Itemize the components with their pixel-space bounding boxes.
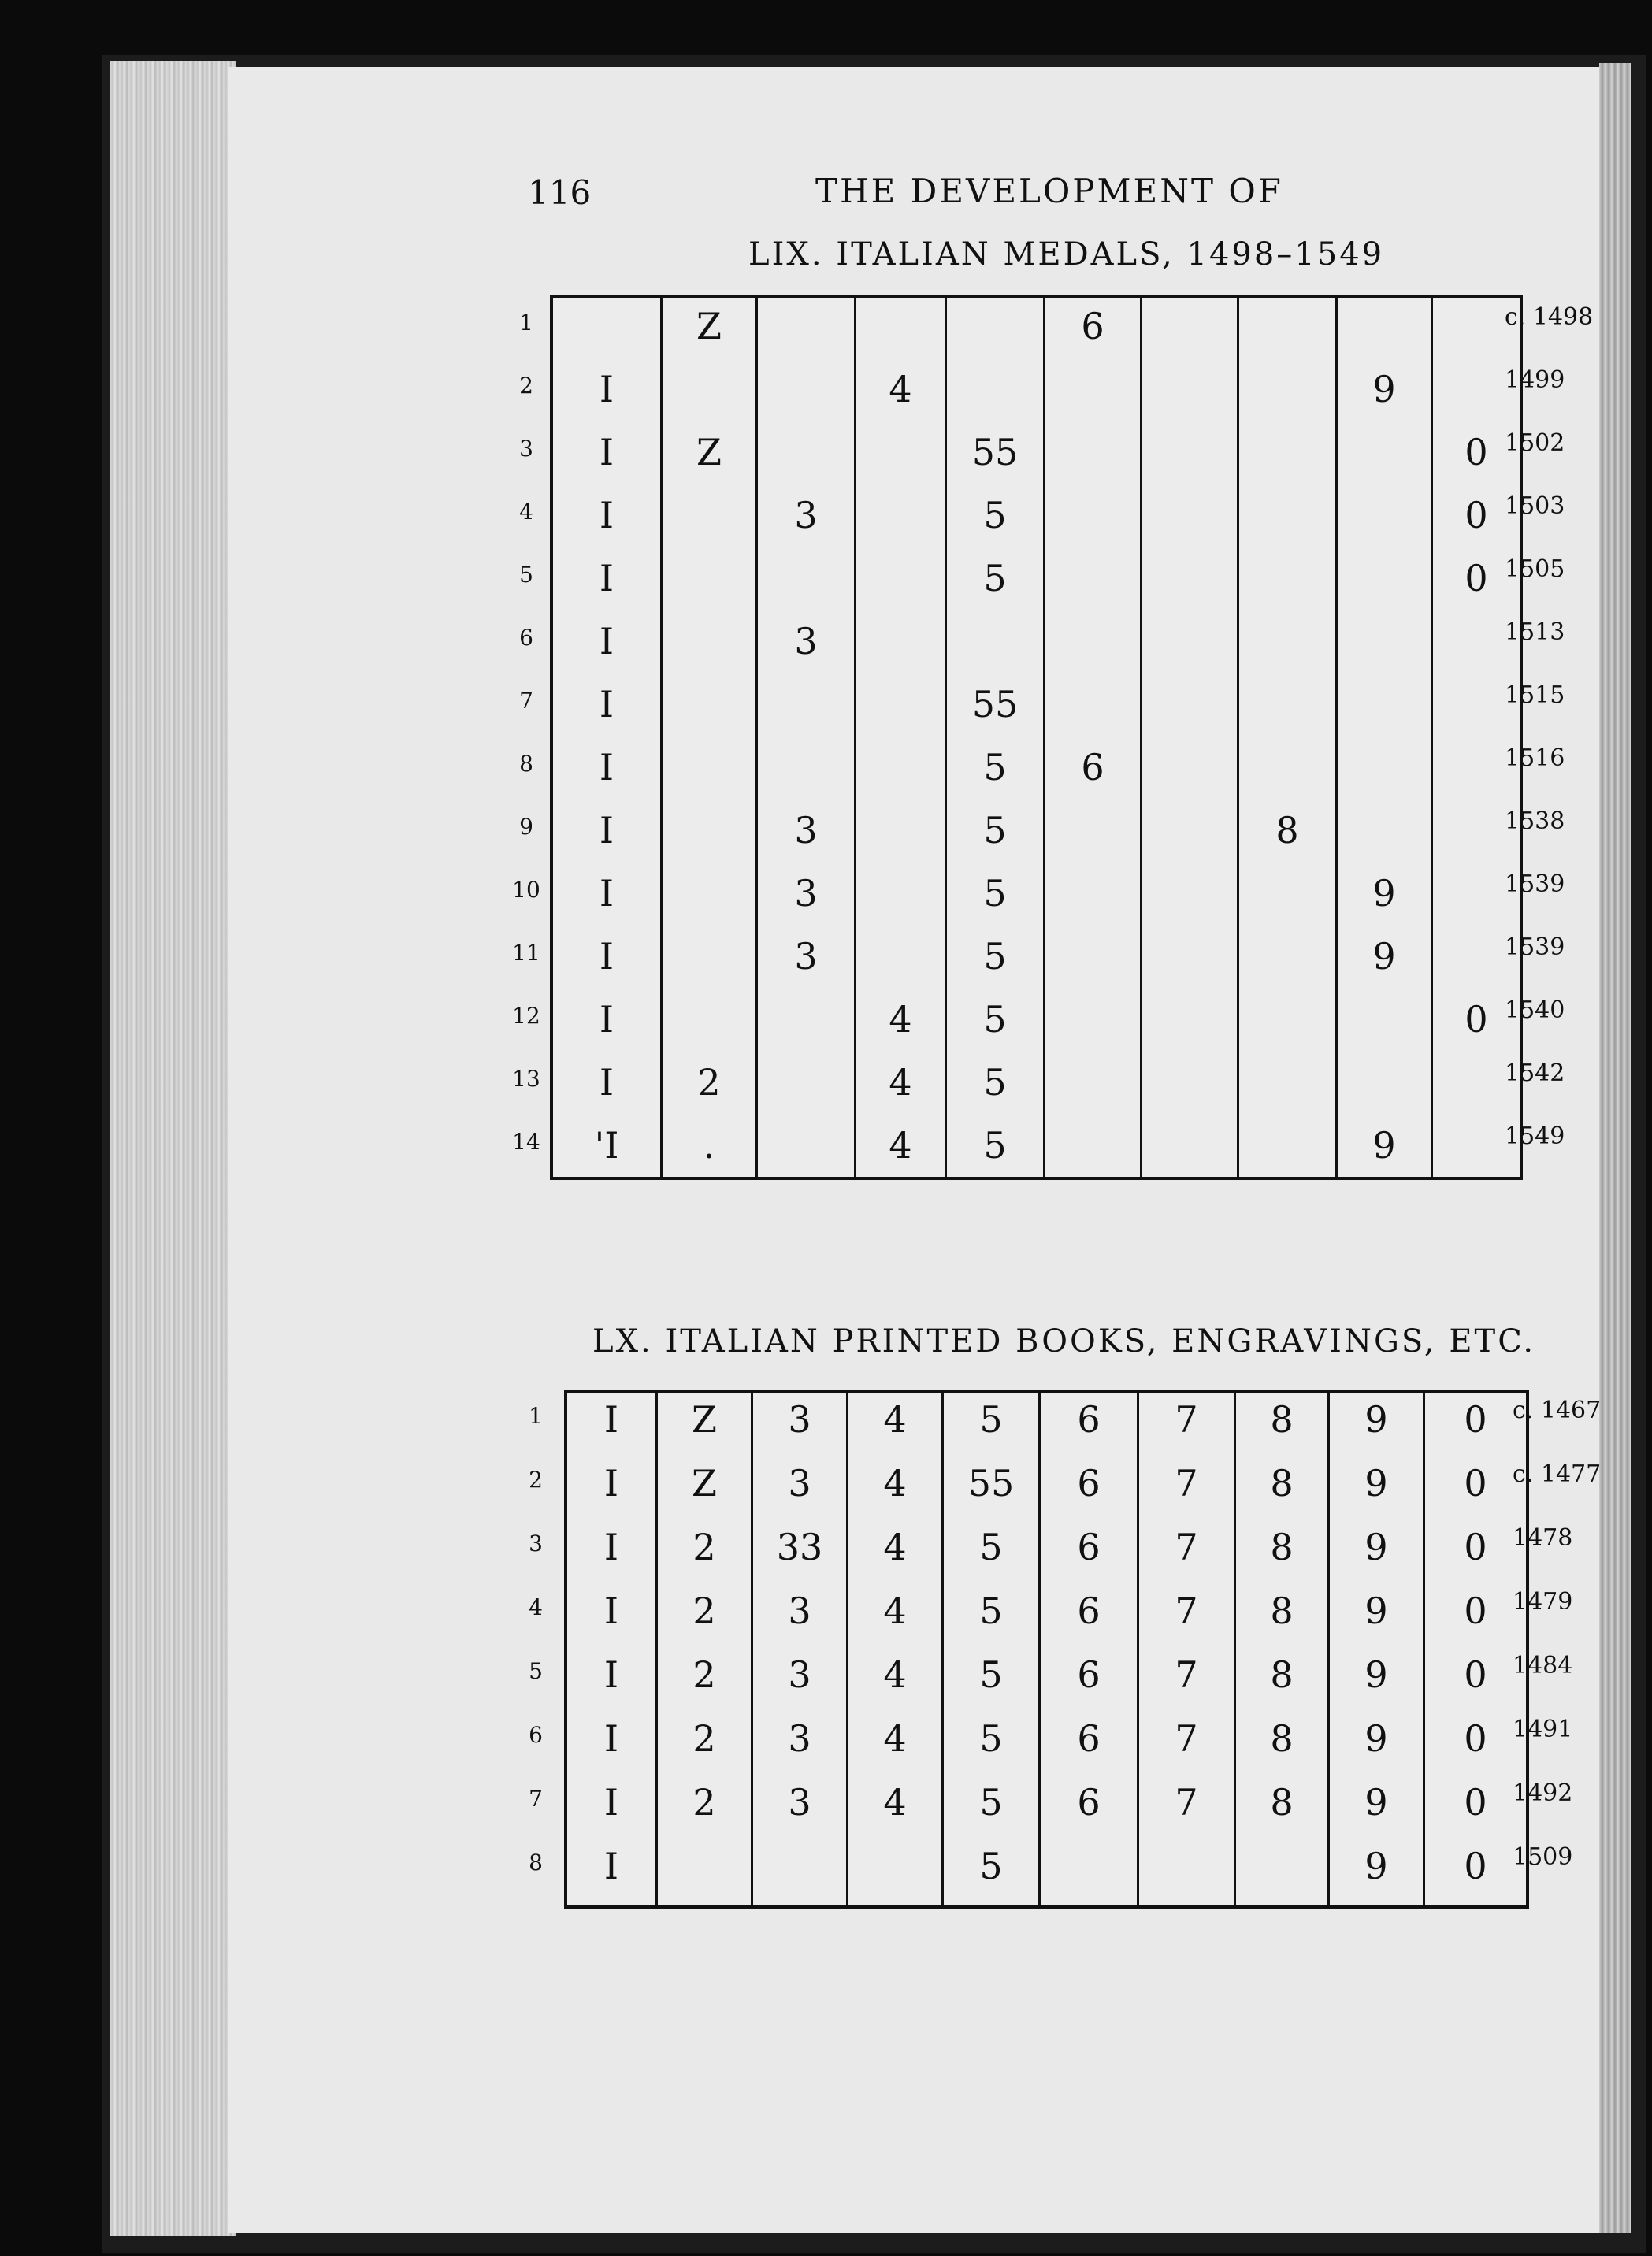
year-label: 1516 <box>1505 744 1565 772</box>
table-lix <box>550 295 1523 1180</box>
running-head: THE DEVELOPMENT OF <box>815 172 1283 210</box>
numeral-cell: 8 <box>1275 809 1299 852</box>
numeral-cell: I <box>599 1061 614 1104</box>
year-label: 1478 <box>1513 1524 1573 1552</box>
numeral-cell: 5 <box>979 1590 1003 1632</box>
numeral-cell: 5 <box>979 1653 1003 1696</box>
numeral-cell: 3 <box>794 872 818 915</box>
numeral-cell: 0 <box>1464 1717 1487 1760</box>
year-label: c. 1498 <box>1505 303 1594 331</box>
numeral-cell: 5 <box>983 935 1007 978</box>
numeral-cell: 5 <box>983 557 1007 599</box>
numeral-cell: 4 <box>889 998 912 1041</box>
year-label: 1503 <box>1505 492 1565 520</box>
numeral-cell: . <box>703 1124 715 1167</box>
numeral-cell: 2 <box>692 1526 716 1568</box>
row-number: 5 <box>529 1658 543 1684</box>
numeral-cell: I <box>599 368 614 410</box>
table-column <box>567 1393 658 1905</box>
row-number: 12 <box>512 1003 540 1029</box>
numeral-cell: 3 <box>788 1590 811 1632</box>
numeral-cell: 2 <box>692 1590 716 1632</box>
numeral-cell: 9 <box>1372 1124 1396 1167</box>
numeral-cell: 6 <box>1077 1653 1101 1696</box>
year-label: 1499 <box>1505 366 1565 394</box>
row-number: 7 <box>529 1786 543 1812</box>
numeral-cell: I <box>603 1653 619 1696</box>
year-label: 1509 <box>1513 1843 1573 1871</box>
numeral-cell: I <box>603 1462 619 1505</box>
numeral-cell: 2 <box>697 1061 721 1104</box>
year-label: 1484 <box>1513 1652 1573 1679</box>
numeral-cell: I <box>603 1398 619 1441</box>
numeral-cell: 3 <box>794 494 818 536</box>
numeral-cell: 9 <box>1364 1653 1388 1696</box>
row-number: 8 <box>519 751 533 777</box>
numeral-cell: 8 <box>1270 1398 1294 1441</box>
numeral-cell: 0 <box>1465 431 1488 473</box>
numeral-cell: 5 <box>983 494 1007 536</box>
numeral-cell: I <box>599 431 614 473</box>
numeral-cell: 0 <box>1465 557 1488 599</box>
numeral-cell: 5 <box>983 998 1007 1041</box>
table-column <box>1142 298 1239 1177</box>
row-number: 13 <box>512 1066 540 1092</box>
numeral-cell: 0 <box>1464 1526 1487 1568</box>
year-label: 1505 <box>1505 555 1565 583</box>
numeral-cell: 8 <box>1270 1653 1294 1696</box>
row-number: 8 <box>529 1850 543 1876</box>
numeral-cell: 5 <box>979 1781 1003 1824</box>
numeral-cell: 7 <box>1175 1781 1198 1824</box>
row-number: 14 <box>512 1129 540 1155</box>
table-column <box>1041 1393 1139 1905</box>
numeral-cell: 0 <box>1464 1590 1487 1632</box>
numeral-cell: 7 <box>1175 1717 1198 1760</box>
numeral-cell: 9 <box>1364 1717 1388 1760</box>
right-page-edge <box>1599 63 1631 2233</box>
table-column <box>1338 298 1433 1177</box>
numeral-cell: 0 <box>1465 998 1488 1041</box>
numeral-cell: 7 <box>1175 1653 1198 1696</box>
page-edges <box>110 61 236 2236</box>
year-label: 1491 <box>1513 1716 1573 1743</box>
numeral-cell: I <box>603 1717 619 1760</box>
numeral-cell: 6 <box>1081 305 1104 347</box>
table-column <box>1239 298 1338 1177</box>
row-number: 1 <box>529 1403 543 1429</box>
numeral-cell: 3 <box>788 1717 811 1760</box>
numeral-cell: 4 <box>889 368 912 410</box>
numeral-cell: I <box>603 1845 619 1887</box>
numeral-cell: 6 <box>1077 1462 1101 1505</box>
numeral-cell: 4 <box>889 1124 912 1167</box>
numeral-cell: 6 <box>1077 1781 1101 1824</box>
row-number: 7 <box>519 688 533 714</box>
numeral-cell: Z <box>692 1398 717 1441</box>
table-lix-title: LIX. ITALIAN MEDALS, 1498–1549 <box>748 236 1385 273</box>
table-column <box>758 298 856 1177</box>
numeral-cell: 9 <box>1364 1590 1388 1632</box>
numeral-cell: 5 <box>979 1526 1003 1568</box>
row-number: 9 <box>519 814 533 840</box>
numeral-cell: I <box>599 872 614 915</box>
year-label: 1539 <box>1505 870 1565 898</box>
numeral-cell: 5 <box>983 809 1007 852</box>
numeral-cell: 5 <box>979 1717 1003 1760</box>
numeral-cell: I <box>599 935 614 978</box>
numeral-cell: 4 <box>883 1526 907 1568</box>
row-number: 2 <box>529 1467 543 1493</box>
table-column <box>1330 1393 1425 1905</box>
page-header <box>512 164 1536 211</box>
numeral-cell: 4 <box>883 1590 907 1632</box>
numeral-cell: I <box>603 1526 619 1568</box>
numeral-cell: 8 <box>1270 1462 1294 1505</box>
year-label: 1502 <box>1505 429 1565 457</box>
numeral-cell: I <box>599 557 614 599</box>
page-number: 116 <box>528 173 592 212</box>
table-column <box>658 1393 753 1905</box>
row-number: 5 <box>519 562 533 588</box>
row-number: 6 <box>519 625 533 651</box>
numeral-cell: I <box>599 683 614 725</box>
numeral-cell: 5 <box>983 1124 1007 1167</box>
year-label: 1513 <box>1505 618 1565 646</box>
row-number: 11 <box>512 940 540 966</box>
numeral-cell: I <box>599 809 614 852</box>
numeral-cell: 7 <box>1175 1526 1198 1568</box>
row-number: 2 <box>519 373 533 399</box>
numeral-cell: 4 <box>883 1717 907 1760</box>
table-column <box>753 1393 848 1905</box>
numeral-cell: 6 <box>1077 1717 1101 1760</box>
table-column <box>1425 1393 1526 1905</box>
numeral-cell: 3 <box>788 1398 811 1441</box>
numeral-cell: 5 <box>979 1845 1003 1887</box>
numeral-cell: 6 <box>1077 1526 1101 1568</box>
numeral-cell: 8 <box>1270 1526 1294 1568</box>
numeral-cell: I <box>603 1590 619 1632</box>
numeral-cell: 5 <box>983 1061 1007 1104</box>
numeral-cell: 5 <box>983 746 1007 788</box>
numeral-cell: 2 <box>692 1717 716 1760</box>
numeral-cell: 4 <box>889 1061 912 1104</box>
numeral-cell: Z <box>696 431 722 473</box>
numeral-cell: 5 <box>979 1398 1003 1441</box>
numeral-cell: 9 <box>1364 1462 1388 1505</box>
numeral-cell: 4 <box>883 1462 907 1505</box>
table-lx <box>564 1390 1529 1909</box>
numeral-cell: 2 <box>692 1781 716 1824</box>
table-column <box>848 1393 944 1905</box>
numeral-cell: I <box>599 998 614 1041</box>
table-column <box>1236 1393 1330 1905</box>
row-number: 4 <box>529 1594 543 1620</box>
numeral-cell: 9 <box>1364 1526 1388 1568</box>
numeral-cell: 0 <box>1465 494 1488 536</box>
numeral-cell: 55 <box>971 431 1019 473</box>
numeral-cell: 0 <box>1464 1653 1487 1696</box>
numeral-cell: 0 <box>1464 1781 1487 1824</box>
numeral-cell: 5 <box>983 872 1007 915</box>
numeral-cell: Z <box>696 305 722 347</box>
numeral-cell: 6 <box>1077 1398 1101 1441</box>
year-label: 1539 <box>1505 933 1565 961</box>
numeral-cell: I <box>603 1781 619 1824</box>
numeral-cell: 8 <box>1270 1590 1294 1632</box>
numeral-cell: 3 <box>788 1462 811 1505</box>
row-number: 10 <box>512 877 540 903</box>
numeral-cell: 3 <box>794 620 818 662</box>
numeral-cell: 3 <box>794 809 818 852</box>
numeral-cell: 9 <box>1364 1398 1388 1441</box>
table-column <box>553 298 663 1177</box>
table-column <box>663 298 758 1177</box>
numeral-cell: 7 <box>1175 1398 1198 1441</box>
numeral-cell: 9 <box>1364 1781 1388 1824</box>
year-label: 1515 <box>1505 681 1565 709</box>
numeral-cell: 9 <box>1364 1845 1388 1887</box>
numeral-cell: 'I <box>594 1124 619 1167</box>
year-label: 1542 <box>1505 1059 1565 1087</box>
numeral-cell: 55 <box>971 683 1019 725</box>
numeral-cell: 9 <box>1372 368 1396 410</box>
table-column <box>1045 298 1142 1177</box>
numeral-cell: 6 <box>1081 746 1104 788</box>
year-label: 1479 <box>1513 1588 1573 1616</box>
numeral-cell: 0 <box>1464 1398 1487 1441</box>
table-column <box>944 1393 1041 1905</box>
numeral-cell: I <box>599 494 614 536</box>
row-number: 6 <box>529 1722 543 1748</box>
numeral-cell: 7 <box>1175 1590 1198 1632</box>
table-column <box>1139 1393 1236 1905</box>
numeral-cell: 33 <box>776 1526 823 1568</box>
numeral-cell: 3 <box>794 935 818 978</box>
table-lx-title: LX. ITALIAN PRINTED BOOKS, ENGRAVINGS, ETC. <box>592 1323 1536 1360</box>
numeral-cell: 7 <box>1175 1462 1198 1505</box>
numeral-cell: 0 <box>1464 1462 1487 1505</box>
table-column <box>947 298 1045 1177</box>
year-label: c. 1477 <box>1513 1460 1602 1488</box>
numeral-cell: 2 <box>692 1653 716 1696</box>
year-label: 1492 <box>1513 1779 1573 1807</box>
year-label: 1549 <box>1505 1122 1565 1150</box>
table-column <box>856 298 947 1177</box>
numeral-cell: 8 <box>1270 1781 1294 1824</box>
numeral-cell: 9 <box>1372 935 1396 978</box>
row-number: 1 <box>519 310 533 336</box>
numeral-cell: 4 <box>883 1653 907 1696</box>
numeral-cell: 4 <box>883 1398 907 1441</box>
numeral-cell: 55 <box>967 1462 1015 1505</box>
row-number: 3 <box>529 1531 543 1557</box>
year-label: c. 1467 <box>1513 1397 1602 1424</box>
numeral-cell: 4 <box>883 1781 907 1824</box>
numeral-cell: I <box>599 620 614 662</box>
year-label: 1538 <box>1505 807 1565 835</box>
numeral-cell: 3 <box>788 1653 811 1696</box>
numeral-cell: 0 <box>1464 1845 1487 1887</box>
numeral-cell: 9 <box>1372 872 1396 915</box>
row-number: 4 <box>519 499 533 525</box>
numeral-cell: Z <box>692 1462 717 1505</box>
numeral-cell: I <box>599 746 614 788</box>
row-number: 3 <box>519 436 533 462</box>
numeral-cell: 3 <box>788 1781 811 1824</box>
numeral-cell: 6 <box>1077 1590 1101 1632</box>
year-label: 1540 <box>1505 996 1565 1024</box>
numeral-cell: 8 <box>1270 1717 1294 1760</box>
